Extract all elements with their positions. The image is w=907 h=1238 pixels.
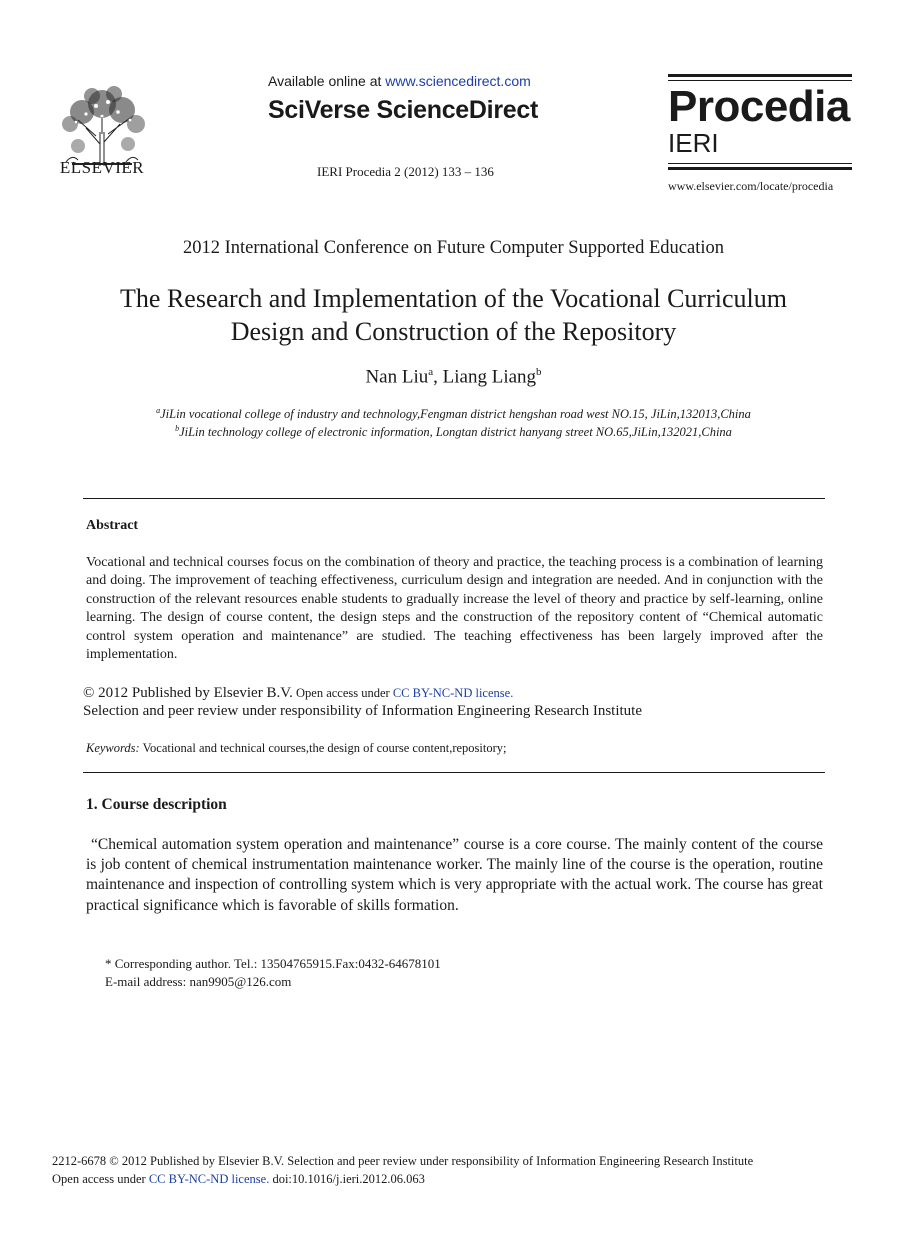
copyright-statement: © 2012 Published by Elsevier B.V.: [83, 685, 293, 701]
author-1-affil-mark: a: [428, 366, 434, 378]
copyright-line-2: Selection and peer review under responsibility of Information Engineering Research Institute: [83, 703, 642, 719]
corresponding-author-footnote: [105, 955, 441, 990]
footer-license-line: [52, 1171, 753, 1189]
page-footer: [52, 1153, 753, 1188]
elsevier-wordmark: ELSEVIER: [59, 158, 145, 177]
copyright-block: [83, 684, 642, 720]
abstract-body: Vocational and technical courses focus on the combination of theory and practice, the teaching process is a combination of learning and doing. The improvement of teaching effectiveness, curriculum design and integration are needed. And in conjunction with the construction of the relevant resources enable students to gradually increase the level of theory and practice by self-learning, online learning. The design of course content, the design steps and the construction of the repository content of “Chemical automatic control system operation and maintenance” are studied. The teaching effectiveness has been largely improved after the implementation.: [86, 555, 823, 663]
paper-title: [60, 282, 847, 348]
affiliation-b: [0, 424, 907, 440]
footer-open-access-label: Open access under: [52, 1171, 149, 1186]
sciencedirect-link[interactable]: www.sciencedirect.com: [385, 73, 531, 89]
procedia-top-rule: [668, 74, 852, 77]
available-prefix: Available online at: [268, 73, 386, 89]
email-line: E-mail address: nan9905@126.com: [105, 973, 292, 989]
author-separator: ,: [433, 366, 443, 388]
footer-license-link[interactable]: CC BY-NC-ND license.: [148, 1171, 270, 1186]
author-2-affil-mark: b: [536, 366, 542, 378]
procedia-bottom-rule-thin: [668, 163, 852, 164]
procedia-wordmark: Procedia: [668, 82, 850, 131]
author-1: Nan Liu: [365, 366, 429, 388]
author-2: Liang Liang: [442, 366, 537, 388]
affiliation-a: [0, 406, 907, 422]
platform-wordmark: SciVerse ScienceDirect: [268, 96, 538, 124]
section-body: “Chemical automation system operation and maintenance” course is a core course. The mainly content of the course is job content of chemical instrumentation maintenance worker. The mainly line of the course is the operation, routine maintenance and inspection of controlling system which is very appropriate with the actual work. The course has great practical significance which is favorable of skills formation.: [86, 836, 823, 914]
paper-title-line-1: The Research and Implementation of the Vocational Curriculum: [120, 284, 787, 313]
corresponding-author-line: * Corresponding author. Tel.: 13504765915.Fax:0432-64678101: [105, 956, 441, 971]
affiliation-a-text: JiLin vocational college of industry and technology,Fengman district hengshan road west NO.15, JiLin,132013,China: [160, 407, 751, 422]
keywords-line: [86, 741, 507, 756]
affiliation-b-text: JiLin technology college of electronic information, Longtan district hanyang street NO.65,JiLin,132021,China: [179, 425, 732, 440]
abstract-heading: Abstract: [86, 518, 139, 533]
available-online-line: [268, 73, 531, 89]
paper-title-line-2: Design and Construction of the Repository: [230, 317, 677, 346]
affiliation-b-mark: b: [175, 424, 180, 433]
procedia-logo: [668, 74, 852, 170]
conference-name: 2012 International Conference on Future Computer Supported Education: [183, 238, 724, 258]
procedia-bottom-rule: [668, 167, 852, 170]
footer-issn-line: 2212-6678 © 2012 Published by Elsevier B.V. Selection and peer review under responsibility of Information Engineering Research Institute: [52, 1154, 754, 1168]
license-link[interactable]: CC BY-NC-ND license.: [392, 686, 514, 700]
author-list: [0, 366, 907, 388]
affiliation-a-mark: a: [156, 406, 161, 415]
abstract-top-rule: [83, 498, 825, 499]
footer-doi: doi:10.1016/j.ieri.2012.06.063: [269, 1171, 425, 1186]
open-access-label: Open access under: [292, 686, 393, 700]
journal-homepage-link[interactable]: www.elsevier.com/locate/procedia: [668, 179, 834, 193]
section-heading: 1. Course description: [86, 796, 227, 813]
abstract-bottom-rule: [83, 772, 825, 773]
journal-reference: IERI Procedia 2 (2012) 133 – 136: [317, 164, 494, 179]
keywords-label: Keywords:: [86, 741, 140, 755]
keywords-text: Vocational and technical courses,the design of course content,repository;: [139, 741, 507, 755]
ieri-wordmark: IERI: [668, 128, 719, 158]
procedia-top-rule-thin: [668, 80, 852, 81]
copyright-line-1: [83, 684, 642, 702]
